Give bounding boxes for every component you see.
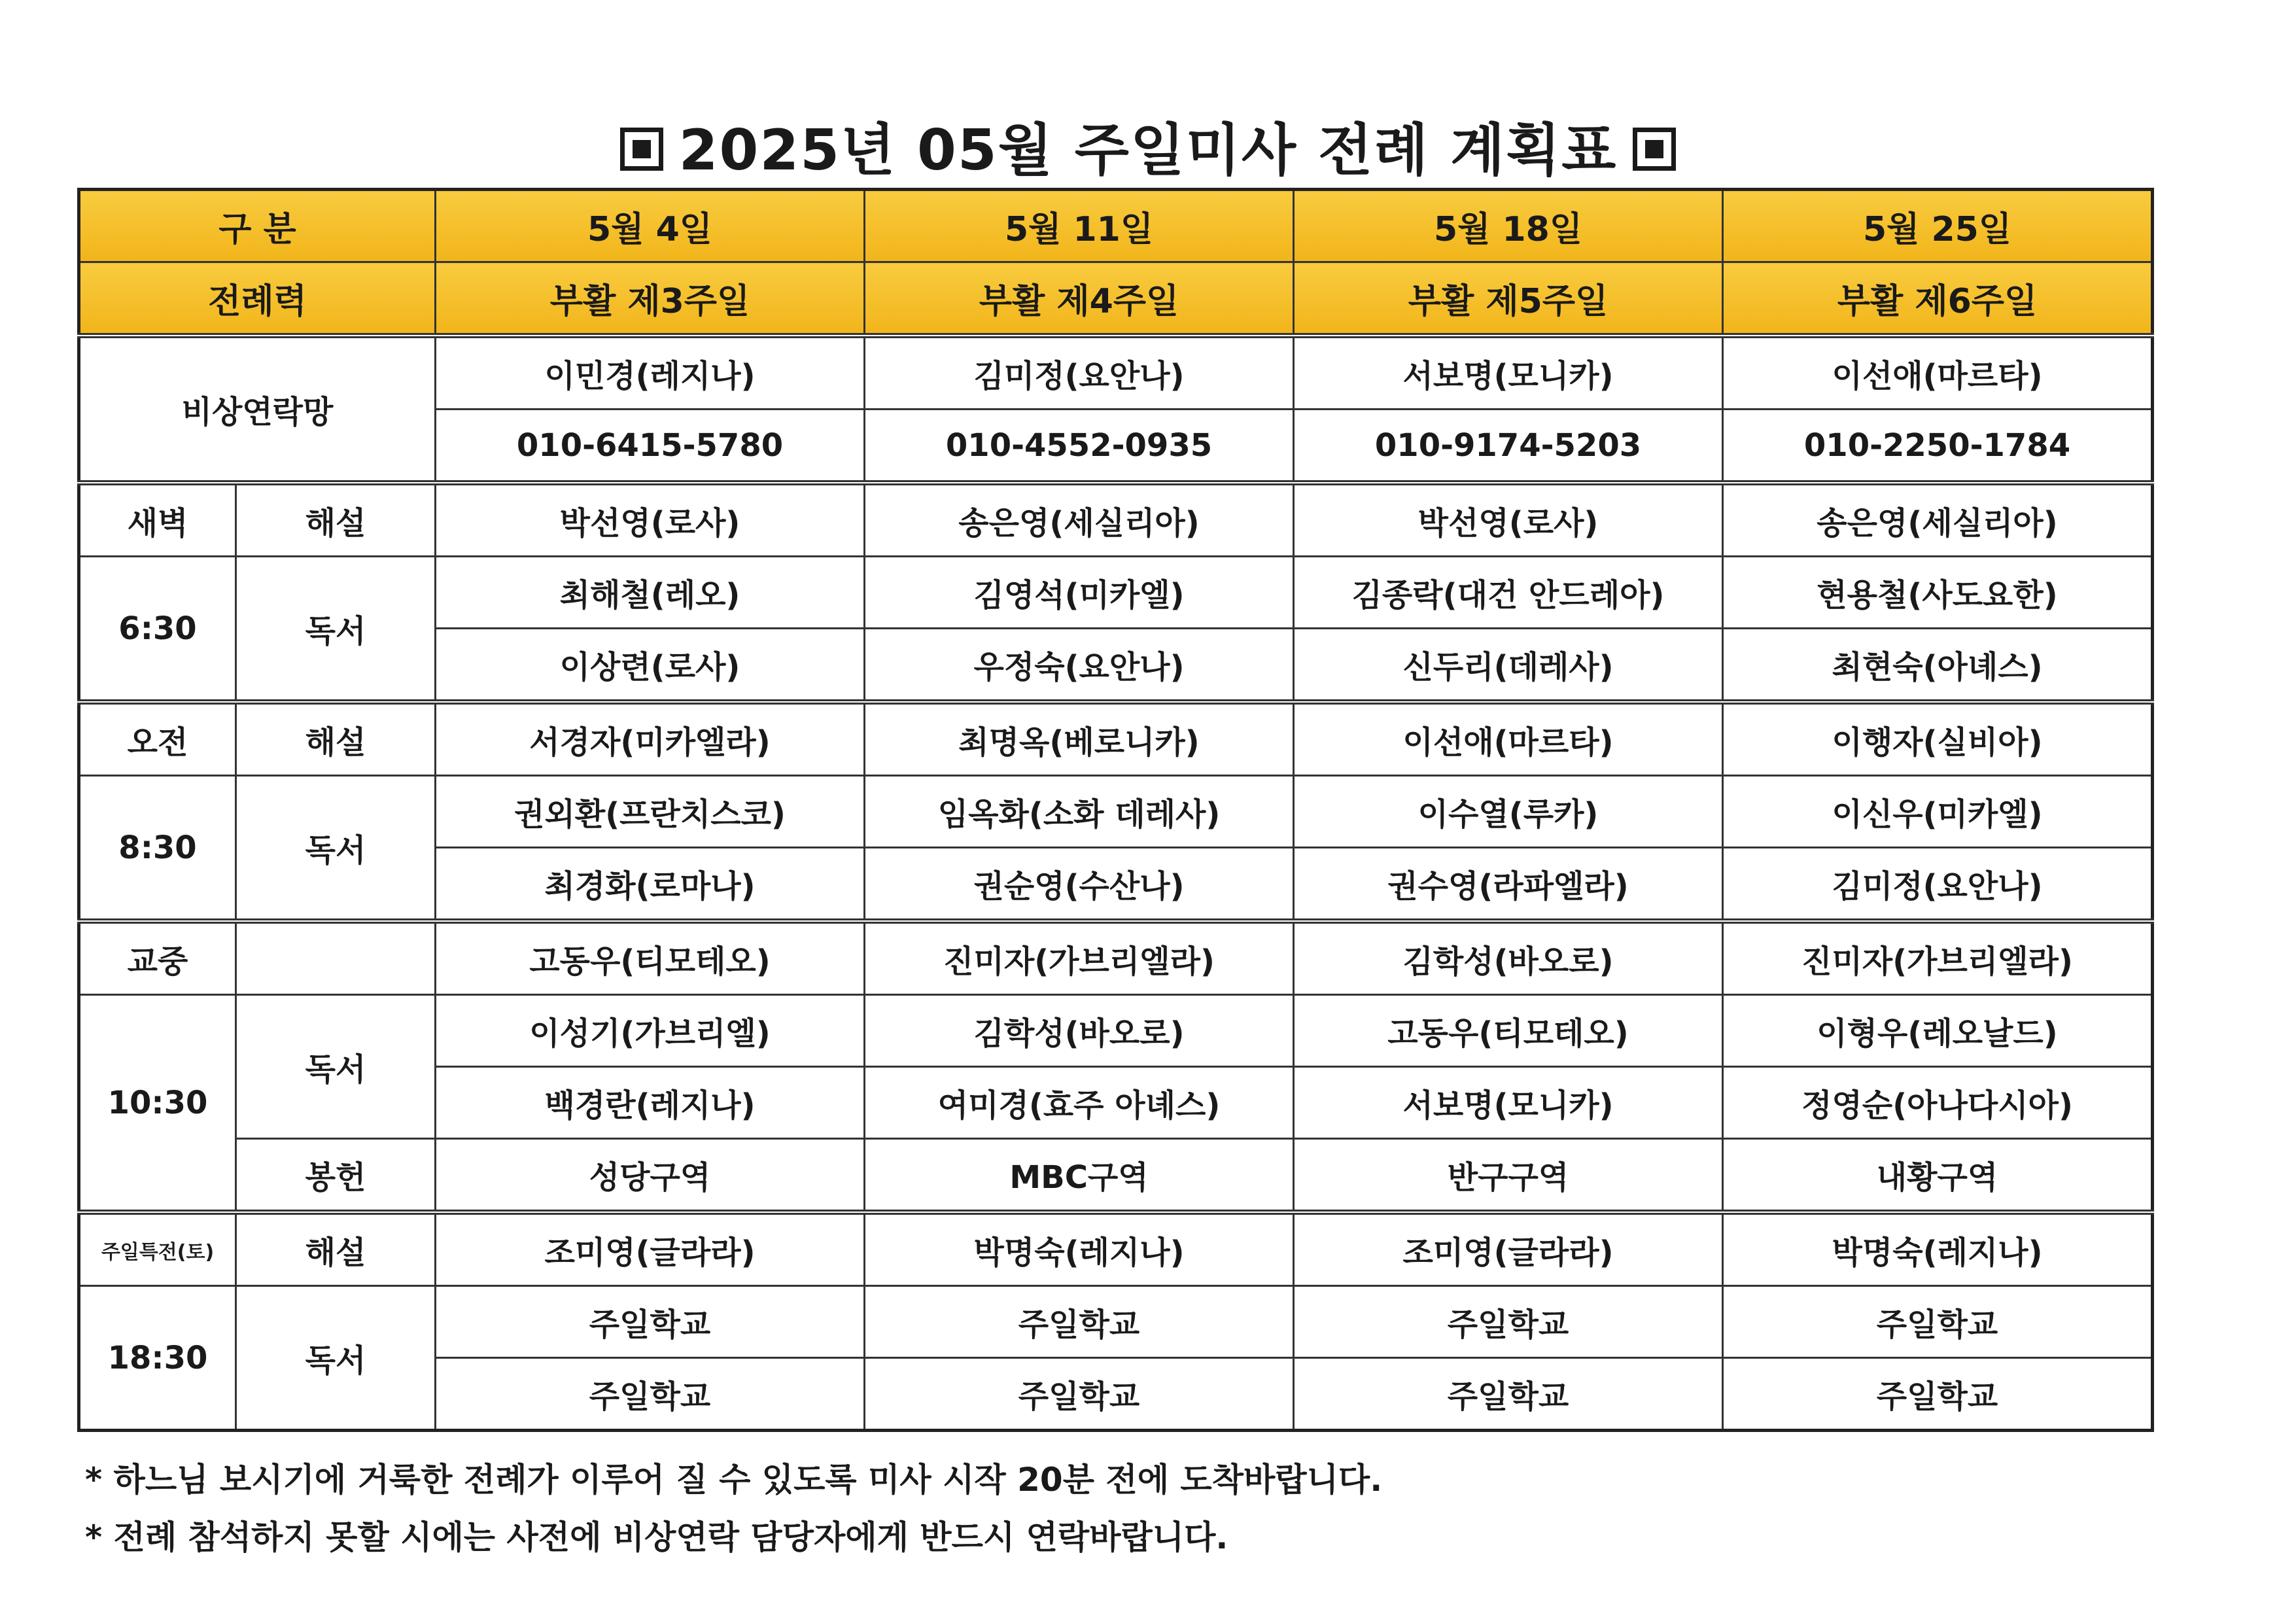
assignee-cell: 김종락(대건 안드레아) bbox=[1294, 557, 1723, 629]
mass-0630-commentary-row bbox=[79, 483, 2153, 557]
assignee-cell: 여미경(효주 아녜스) bbox=[865, 1067, 1294, 1139]
assignee-cell: 주일학교 bbox=[1723, 1286, 2153, 1358]
assignee-cell: 주일학교 bbox=[436, 1286, 865, 1358]
mass-name: 새벽 bbox=[79, 483, 236, 557]
role-label: 봉헌 bbox=[236, 1139, 436, 1213]
mass-0830-reading1-row bbox=[79, 776, 2153, 848]
assignee-cell: 서경자(미카엘라) bbox=[436, 702, 865, 776]
header-row-dates bbox=[79, 190, 2153, 262]
assignee-cell: 김학성(바오로) bbox=[865, 995, 1294, 1067]
square-bullet-icon bbox=[620, 128, 663, 171]
assignee-cell: 성당구역 bbox=[436, 1139, 865, 1213]
role-label: 해설 bbox=[236, 483, 436, 557]
role-label: 해설 bbox=[236, 702, 436, 776]
season-label: 전례력 bbox=[79, 262, 436, 336]
contact-phone: 010-2250-1784 bbox=[1723, 410, 2153, 483]
assignee-cell: 이상련(로사) bbox=[436, 629, 865, 703]
mass-time: 6:30 bbox=[79, 557, 236, 703]
assignee-cell: 이행자(실비아) bbox=[1723, 702, 2153, 776]
date-cell: 5월 25일 bbox=[1723, 190, 2153, 262]
contact-name: 이민경(레지나) bbox=[436, 336, 865, 410]
assignee-cell: MBC구역 bbox=[865, 1139, 1294, 1213]
mass-1030-reading1-row bbox=[79, 995, 2153, 1067]
role-label-empty bbox=[236, 921, 436, 995]
assignee-cell: 박명숙(레지나) bbox=[865, 1212, 1294, 1286]
assignee-cell: 임옥화(소화 데레사) bbox=[865, 776, 1294, 848]
emergency-label: 비상연락망 bbox=[79, 336, 436, 483]
assignee-cell: 고동우(티모테오) bbox=[436, 921, 865, 995]
assignee-cell: 주일학교 bbox=[865, 1286, 1294, 1358]
assignee-cell: 반구구역 bbox=[1294, 1139, 1723, 1213]
assignee-cell: 이수열(루카) bbox=[1294, 776, 1723, 848]
season-cell: 부활 제4주일 bbox=[865, 262, 1294, 336]
date-cell: 5월 11일 bbox=[865, 190, 1294, 262]
assignee-cell: 이신우(미카엘) bbox=[1723, 776, 2153, 848]
assignee-cell: 권외환(프란치스코) bbox=[436, 776, 865, 848]
season-cell: 부활 제3주일 bbox=[436, 262, 865, 336]
schedule-table bbox=[77, 188, 2154, 1432]
footnote: * 하느님 보시기에 거룩한 전례가 이루어 질 수 있도록 미사 시작 20분 전에 도착바랍니다. bbox=[85, 1461, 1383, 1499]
assignee-cell: 송은영(세실리아) bbox=[865, 483, 1294, 557]
mass-name: 주일특전(토) bbox=[79, 1212, 236, 1286]
assignee-cell: 정영순(아나다시아) bbox=[1723, 1067, 2153, 1139]
assignee-cell: 주일학교 bbox=[1294, 1358, 1723, 1431]
contact-phone: 010-9174-5203 bbox=[1294, 410, 1723, 483]
assignee-cell: 최명옥(베로니카) bbox=[865, 702, 1294, 776]
assignee-cell: 이형우(레오날드) bbox=[1723, 995, 2153, 1067]
mass-name: 교중 bbox=[79, 921, 236, 995]
date-cell: 5월 4일 bbox=[436, 190, 865, 262]
mass-1030-offering-row bbox=[79, 1139, 2153, 1213]
assignee-cell: 이성기(가브리엘) bbox=[436, 995, 865, 1067]
mass-time: 18:30 bbox=[79, 1286, 236, 1431]
mass-0630-reading1-row bbox=[79, 557, 2153, 629]
assignee-cell: 주일학교 bbox=[865, 1358, 1294, 1431]
assignee-cell: 최경화(로마나) bbox=[436, 848, 865, 922]
assignee-cell: 최해철(레오) bbox=[436, 557, 865, 629]
assignee-cell: 최현숙(아녜스) bbox=[1723, 629, 2153, 703]
assignee-cell: 송은영(세실리아) bbox=[1723, 483, 2153, 557]
assignee-cell: 김미정(요안나) bbox=[1723, 848, 2153, 922]
assignee-cell: 박명숙(레지나) bbox=[1723, 1212, 2153, 1286]
contact-phone: 010-4552-0935 bbox=[865, 410, 1294, 483]
assignee-cell: 김학성(바오로) bbox=[1294, 921, 1723, 995]
assignee-cell: 주일학교 bbox=[1294, 1286, 1723, 1358]
header-label: 구 분 bbox=[79, 190, 436, 262]
contact-phone: 010-6415-5780 bbox=[436, 410, 865, 483]
role-label: 해설 bbox=[236, 1212, 436, 1286]
assignee-cell: 서보명(모니카) bbox=[1294, 1067, 1723, 1139]
season-cell: 부활 제5주일 bbox=[1294, 262, 1723, 336]
assignee-cell: 우정숙(요안나) bbox=[865, 629, 1294, 703]
role-label: 독서 bbox=[236, 1286, 436, 1431]
mass-0830-commentary-row bbox=[79, 702, 2153, 776]
assignee-cell: 신두리(데레사) bbox=[1294, 629, 1723, 703]
title-text: 2025년 05월 주일미사 전례 계획표 bbox=[678, 118, 1618, 183]
role-label: 독서 bbox=[236, 995, 436, 1139]
assignee-cell: 박선영(로사) bbox=[1294, 483, 1723, 557]
mass-1830-reading1-row bbox=[79, 1286, 2153, 1358]
contact-name: 서보명(모니카) bbox=[1294, 336, 1723, 410]
mass-time: 8:30 bbox=[79, 776, 236, 922]
assignee-cell: 권순영(수산나) bbox=[865, 848, 1294, 922]
assignee-cell: 백경란(레지나) bbox=[436, 1067, 865, 1139]
square-bullet-icon bbox=[1633, 128, 1676, 171]
assignee-cell: 진미자(가브리엘라) bbox=[865, 921, 1294, 995]
assignee-cell: 김영석(미카엘) bbox=[865, 557, 1294, 629]
header-row-seasons bbox=[79, 262, 2153, 336]
assignee-cell: 권수영(라파엘라) bbox=[1294, 848, 1723, 922]
contact-name: 김미정(요안나) bbox=[865, 336, 1294, 410]
assignee-cell: 내황구역 bbox=[1723, 1139, 2153, 1213]
season-cell: 부활 제6주일 bbox=[1723, 262, 2153, 336]
assignee-cell: 이선애(마르타) bbox=[1294, 702, 1723, 776]
contact-name: 이선애(마르타) bbox=[1723, 336, 2153, 410]
assignee-cell: 진미자(가브리엘라) bbox=[1723, 921, 2153, 995]
mass-1830-commentary-row bbox=[79, 1212, 2153, 1286]
mass-time: 10:30 bbox=[79, 995, 236, 1213]
role-label: 독서 bbox=[236, 776, 436, 922]
footnotes bbox=[85, 1451, 1382, 1566]
assignee-cell: 고동우(티모테오) bbox=[1294, 995, 1723, 1067]
mass-name: 오전 bbox=[79, 702, 236, 776]
footnote: * 전례 참석하지 못할 시에는 사전에 비상연락 담당자에게 반드시 연락바랍니다. bbox=[85, 1518, 1228, 1556]
emergency-names-row bbox=[79, 336, 2153, 410]
role-label: 독서 bbox=[236, 557, 436, 703]
assignee-cell: 현용철(사도요한) bbox=[1723, 557, 2153, 629]
mass-1030-commentary-row bbox=[79, 921, 2153, 995]
assignee-cell: 주일학교 bbox=[436, 1358, 865, 1431]
assignee-cell: 조미영(글라라) bbox=[1294, 1212, 1723, 1286]
assignee-cell: 주일학교 bbox=[1723, 1358, 2153, 1431]
assignee-cell: 박선영(로사) bbox=[436, 483, 865, 557]
page-title bbox=[0, 105, 2296, 186]
assignee-cell: 조미영(글라라) bbox=[436, 1212, 865, 1286]
date-cell: 5월 18일 bbox=[1294, 190, 1723, 262]
